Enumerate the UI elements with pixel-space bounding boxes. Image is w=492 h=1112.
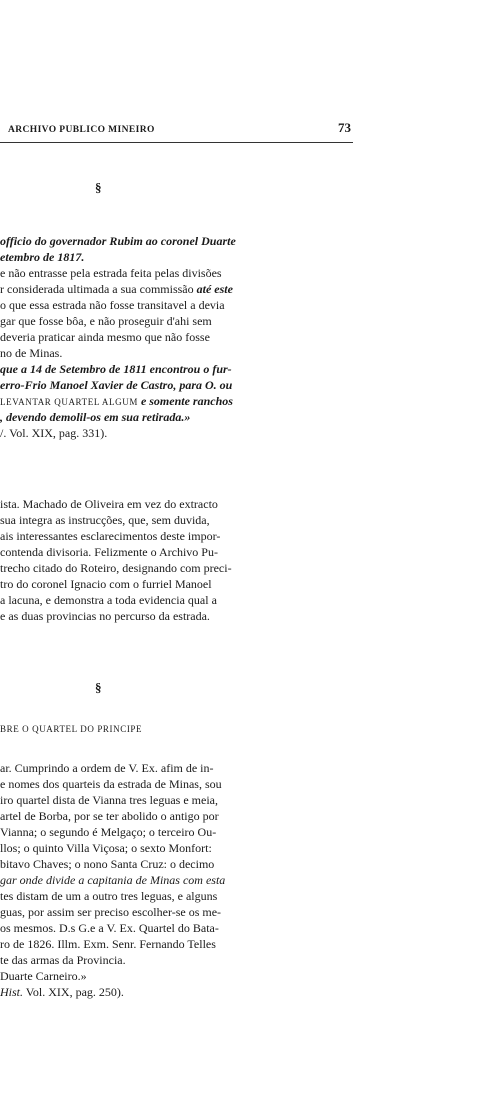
- text-line: [0, 968, 360, 984]
- text-segment: te das armas da Provincia.: [0, 953, 126, 967]
- text-line: [0, 920, 360, 936]
- text-segment: iro quartel dista de Vianna tres leguas e meia,: [0, 793, 218, 807]
- text-line: [0, 249, 360, 265]
- text-segment: ista. Machado de Oliveira em vez do extracto: [0, 497, 218, 511]
- text-line: [0, 808, 360, 824]
- text-segment: deveria praticar ainda mesmo que não fosse: [0, 330, 210, 344]
- text-line: [0, 329, 360, 345]
- section-2-paragraph: [0, 496, 360, 624]
- text-line: [0, 952, 360, 968]
- section-1-paragraph: [0, 233, 360, 441]
- text-line: [0, 576, 360, 592]
- text-segment: bitavo Chaves; o nono Santa Cruz: o decimo: [0, 857, 215, 871]
- text-line: [0, 512, 360, 528]
- text-segment: LEVANTAR QUARTEL ALGUM: [0, 397, 138, 407]
- text-segment: que a 14 de Setembro de 1811 encontrou o fur-: [0, 362, 232, 376]
- section-mark-2: §: [95, 680, 102, 695]
- text-segment: e nomes dos quarteis da estrada de Minas, sou: [0, 777, 222, 791]
- page-number: 73: [338, 120, 351, 135]
- text-segment: gar onde divide a capitania de Minas com esta: [0, 873, 226, 887]
- text-line: [0, 496, 360, 512]
- text-segment: até este: [196, 282, 233, 296]
- text-segment: Duarte Carneiro.»: [0, 969, 87, 983]
- text-line: [0, 393, 360, 409]
- text-segment: Vol. XIX, pag. 250).: [23, 985, 124, 999]
- running-head: ARCHIVO PUBLICO MINEIRO: [8, 125, 155, 135]
- text-line: [0, 297, 360, 313]
- text-line: [0, 409, 360, 425]
- text-segment: Vianna; o segundo é Melgaço; o terceiro Ou-: [0, 825, 217, 839]
- text-line: [0, 544, 360, 560]
- text-segment: contenda divisoria. Felizmente o Archivo Pu-: [0, 545, 218, 559]
- text-line: [0, 984, 360, 1000]
- text-segment: e as duas provincias no percurso da estrada.: [0, 609, 210, 623]
- text-line: [0, 361, 360, 377]
- text-segment: o que essa estrada não fosse transitavel a devia: [0, 298, 225, 312]
- section-3-heading: BRE O QUARTEL DO PRINCIPE: [0, 724, 143, 734]
- text-segment: sua integra as instrucções, que, sem duvida,: [0, 513, 210, 527]
- text-segment: llos; o quinto Villa Viçosa; o sexto Monfort:: [0, 841, 212, 855]
- text-segment: e não entrasse pela estrada feita pelas divisões: [0, 266, 222, 280]
- text-line: [0, 904, 360, 920]
- text-line: [0, 265, 360, 281]
- text-line: [0, 345, 360, 361]
- text-line: [0, 824, 360, 840]
- text-line: [0, 560, 360, 576]
- text-line: [0, 792, 360, 808]
- text-line: [0, 313, 360, 329]
- text-line: [0, 528, 360, 544]
- text-segment: artel de Borba, por se ter abolido o antigo por: [0, 809, 219, 823]
- text-line: [0, 856, 360, 872]
- section-mark-1: §: [95, 180, 102, 195]
- text-segment: tro do coronel Ignacio com o furriel Manoel: [0, 577, 212, 591]
- text-line: [0, 840, 360, 856]
- text-segment: no de Minas.: [0, 346, 63, 360]
- text-line: [0, 377, 360, 393]
- text-segment: tes distam de um a outro tres leguas, e alguns: [0, 889, 218, 903]
- text-segment: trecho citado do Roteiro, designando com preci-: [0, 561, 232, 575]
- text-line: [0, 936, 360, 952]
- text-segment: /. Vol. XIX, pag. 331).: [0, 426, 108, 440]
- text-line: [0, 872, 360, 888]
- text-line: [0, 281, 360, 297]
- text-segment: guas, por assim ser preciso escolher-se os me-: [0, 905, 222, 919]
- text-line: [0, 776, 360, 792]
- text-segment: r considerada ultimada a sua commissão: [0, 282, 197, 296]
- header-rule: [0, 142, 353, 143]
- text-line: [0, 233, 360, 249]
- text-segment: Hist.: [0, 985, 24, 999]
- text-segment: os mesmos. D.s G.e a V. Ex. Quartel do Bata-: [0, 921, 219, 935]
- text-segment: e somente ranchos: [137, 394, 233, 408]
- text-segment: etembro de 1817.: [0, 250, 85, 264]
- section-3-paragraph: [0, 760, 360, 1000]
- text-segment: officio do governador Rubim ao coronel Duarte: [0, 234, 236, 248]
- text-line: [0, 888, 360, 904]
- text-segment: ro de 1826. Illm. Exm. Senr. Fernando Telles: [0, 937, 216, 951]
- text-segment: ais interessantes esclarecimentos deste impor-: [0, 529, 221, 543]
- text-segment: ar. Cumprindo a ordem de V. Ex. afim de in-: [0, 761, 214, 775]
- text-segment: erro-Frio Manoel Xavier de Castro, para O. ou: [0, 378, 233, 392]
- text-line: [0, 425, 360, 441]
- text-segment: gar que fosse bôa, e não proseguir d'ahi sem: [0, 314, 212, 328]
- text-line: [0, 592, 360, 608]
- text-segment: a lacuna, e demonstra a toda evidencia qual a: [0, 593, 217, 607]
- text-line: [0, 608, 360, 624]
- text-line: [0, 760, 360, 776]
- text-segment: , devendo demolil-os em sua retirada.»: [0, 410, 191, 424]
